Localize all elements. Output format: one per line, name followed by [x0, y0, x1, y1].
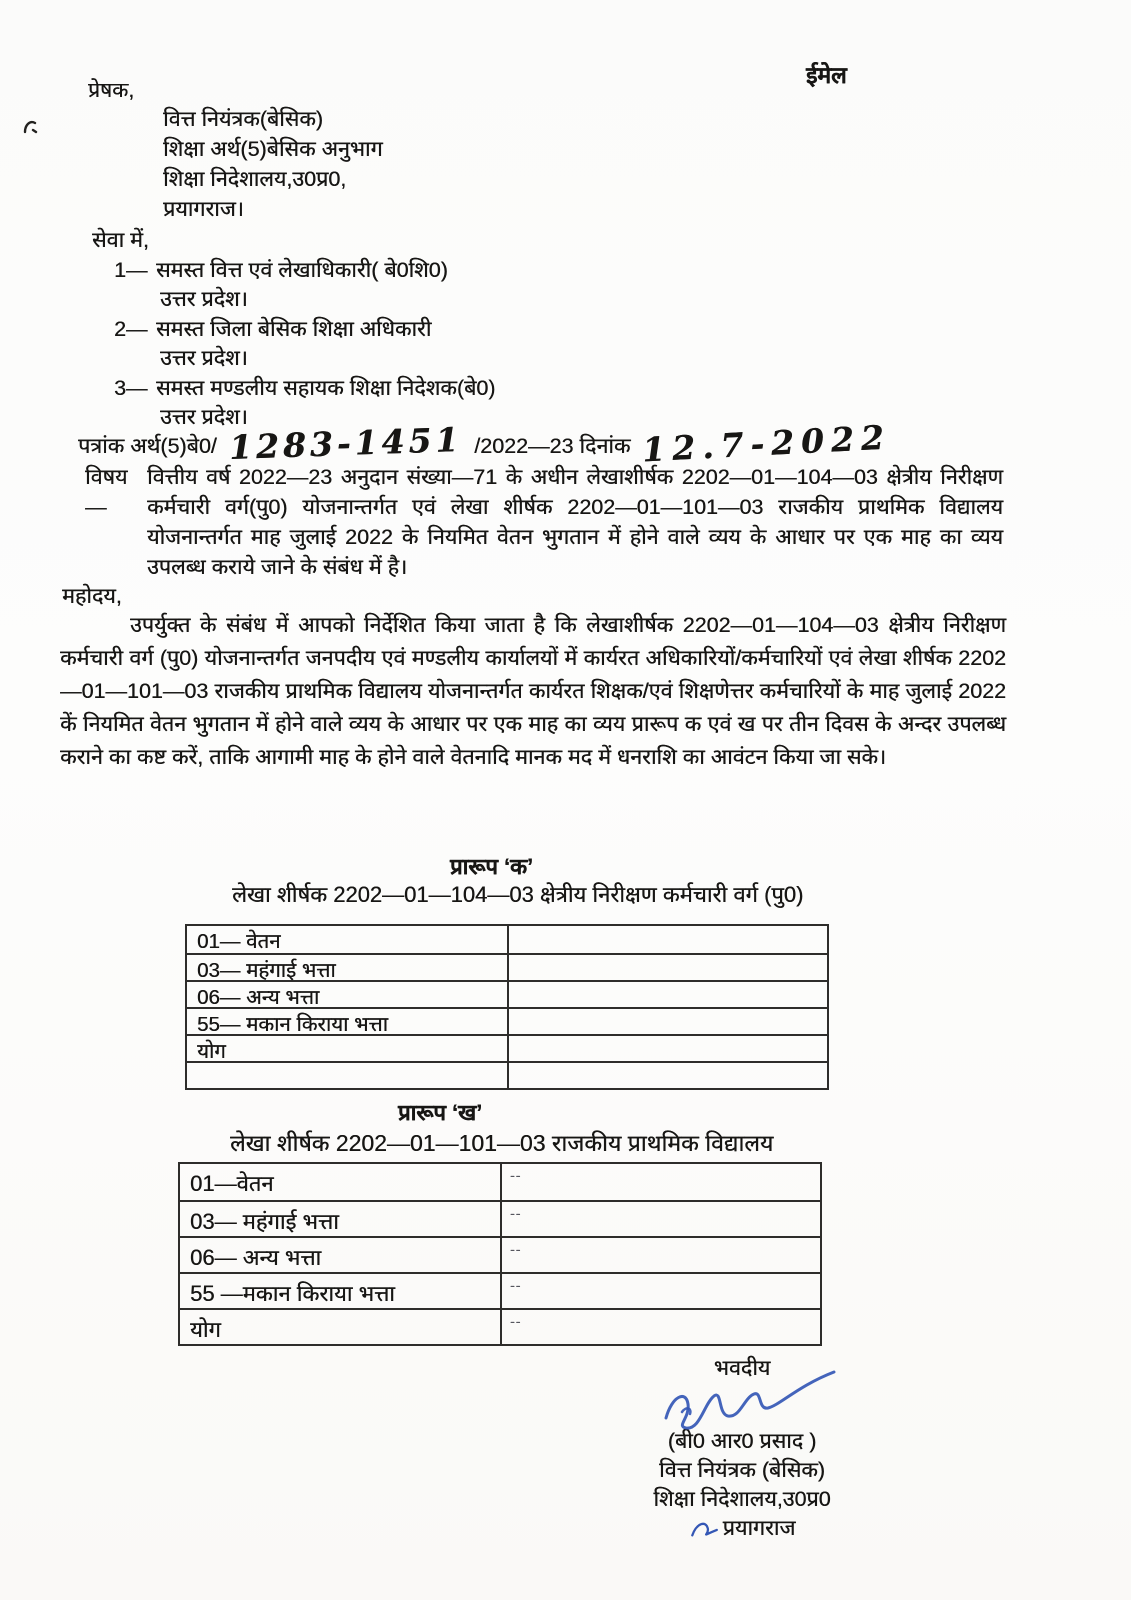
form-a-subtitle: लेखा शीर्षक 2202—01—104—03 क्षेत्रीय निरीक्षण कर्मचारी वर्ग (पु0) — [232, 882, 804, 907]
table-row — [187, 926, 827, 953]
signatory-title: वित्त नियंत्रक (बेसिक) — [659, 1458, 825, 1482]
table-row — [180, 1272, 820, 1308]
table-row — [187, 1034, 827, 1061]
table-cell-label: योग — [187, 1036, 509, 1061]
sender-address — [163, 104, 383, 224]
form-b-title: प्रारूप ‘ख’ — [398, 1100, 483, 1125]
recipient-number: 3— — [114, 376, 148, 400]
table-cell-label: 03— महंगाई भत्ता — [187, 955, 509, 980]
recipient-line: समस्त वित्त एवं लेखाधिकारी( बे0शि0) — [156, 258, 448, 282]
reference-number-handwritten: 1283-1451 — [228, 419, 463, 468]
recipient-address — [156, 315, 431, 373]
recipient-line: उत्तर प्रदेश। — [160, 287, 248, 311]
recipient-line: समस्त मण्डलीय सहायक शिक्षा निदेशक(बे0) — [156, 376, 496, 400]
subject-block — [85, 462, 1003, 582]
signatory-place: प्रयागराज — [722, 1516, 796, 1540]
table-cell-value — [509, 1009, 827, 1034]
table-cell-value: -- — [510, 1241, 522, 1257]
table-cell-value — [509, 982, 827, 1007]
signature-closing: भवदीय — [713, 1356, 771, 1380]
table-row — [180, 1236, 820, 1272]
recipient-line: समस्त जिला बेसिक शिक्षा अधिकारी — [156, 317, 432, 341]
table-row — [187, 1007, 827, 1034]
table-cell-label: 55 —मकान किराया भत्ता — [180, 1274, 502, 1308]
signature-block — [608, 1354, 876, 1543]
salutation: महोदय, — [62, 584, 122, 608]
table-row-empty — [187, 1061, 827, 1088]
scan-artifact — [22, 116, 38, 136]
sender-label: प्रेषक, — [88, 79, 135, 102]
table-cell-value: -- — [510, 1313, 522, 1329]
recipient-number: 2— — [114, 317, 148, 341]
table-cell-value — [509, 926, 827, 953]
table-cell-value: -- — [510, 1277, 522, 1293]
form-a-table — [185, 924, 829, 1090]
table-row — [180, 1200, 820, 1236]
table-row — [180, 1308, 820, 1344]
reference-prefix: पत्रांक अर्थ(5)बे0/ — [78, 434, 217, 458]
sender-line: प्रयागराज। — [163, 197, 244, 221]
table-cell-label — [187, 1063, 509, 1088]
subject-text: वित्तीय वर्ष 2022—23 अनुदान संख्या—71 के अधीन लेखाशीर्षक 2202—01—104—03 क्षेत्रीय निरीक्षण कर्मचारी वर्ग(पु0) योजनान्तर्गत एवं लेखा शीर्षक 2202—01—101—03 राजकीय प्राथमिक विद्यालय योजनान्तर्गत माह जुलाई 2022 के नियमित वेतन भुगतान में होने वाले व्यय के आधार पर एक माह का व्यय उपलब्ध कराये जाने के संबंध में है। — [147, 465, 1003, 579]
email-label: ईमेल — [806, 62, 847, 88]
reference-separator: /2022—23 दिनांक — [474, 434, 631, 458]
table-cell-value: -- — [510, 1167, 522, 1183]
recipient-item — [92, 315, 495, 373]
table-cell-label: 06— अन्य भत्ता — [187, 982, 509, 1007]
signature-scrawl — [656, 1368, 841, 1432]
recipients-label: सेवा में, — [92, 228, 149, 252]
subject-label: विषय— — [85, 465, 128, 519]
table-cell-value — [509, 1036, 827, 1061]
table-row — [187, 980, 827, 1007]
table-cell-label: 06— अन्य भत्ता — [180, 1238, 502, 1272]
table-row — [180, 1164, 820, 1200]
recipient-number: 1— — [114, 258, 148, 282]
sender-line: शिक्षा निदेशालय,उ0प्र0, — [163, 167, 347, 191]
table-cell-label: 03— महंगाई भत्ता — [180, 1202, 502, 1236]
table-cell-label: 55— मकान किराया भत्ता — [187, 1009, 509, 1034]
signatory-name: (बी0 आर0 प्रसाद ) — [667, 1429, 817, 1453]
table-cell-label: 01—वेतन — [180, 1164, 502, 1200]
form-a-title: प्रारूप ‘क’ — [450, 854, 534, 879]
table-cell-value — [509, 955, 827, 980]
recipient-line: उत्तर प्रदेश। — [160, 346, 248, 370]
recipient-address — [156, 256, 448, 314]
signatory-place-row — [608, 1514, 876, 1543]
sender-line: वित्त नियंत्रक(बेसिक) — [163, 107, 323, 131]
recipient-line: उत्तर प्रदेश। — [160, 405, 248, 429]
reference-date-handwritten: 12.7-2022 — [641, 417, 893, 470]
form-b-table — [178, 1162, 822, 1346]
table-cell-value: -- — [510, 1205, 522, 1221]
recipients-block — [92, 226, 495, 432]
table-row — [187, 953, 827, 980]
ink-mark — [689, 1519, 721, 1539]
form-b-subtitle: लेखा शीर्षक 2202—01—101—03 राजकीय प्राथमिक विद्यालय — [230, 1130, 774, 1156]
table-cell-label: योग — [180, 1310, 502, 1344]
table-cell-value — [509, 1063, 827, 1088]
sender-line: शिक्षा अर्थ(5)बेसिक अनुभाग — [163, 137, 383, 161]
table-cell-label: 01— वेतन — [187, 926, 509, 953]
body-paragraph: उपर्युक्त के संबंध में आपको निर्देशित किया जाता है कि लेखाशीर्षक 2202—01—104—03 क्षेत्रीय निरीक्षण कर्मचारी वर्ग (पु0) योजनान्तर्गत जनपदीय एवं मण्डलीय कार्यालयों में कार्यरत अधिकारियों/कर्मचारियों एवं लेखा शीर्षक 2202—01—101—03 राजकीय प्राथमिक विद्यालय योजनान्तर्गत कार्यरत शिक्षक/एवं शिक्षणेत्तर कर्मचारियों के माह जुलाई 2022 कें नियमित वेतन भुगतान में होने वाले व्यय के आधार पर एक माह का व्यय प्रारूप क एवं ख पर तीन दिवस के अन्दर उपलब्ध कराने का कष्ट करें, ताकि आगामी माह के होने वाले वेतनादि मानक मद में धनराशि का आवंटन किया जा सके। — [60, 613, 1006, 769]
recipient-item — [92, 256, 495, 314]
signatory-office: शिक्षा निदेशालय,उ0प्र0 — [653, 1487, 831, 1511]
